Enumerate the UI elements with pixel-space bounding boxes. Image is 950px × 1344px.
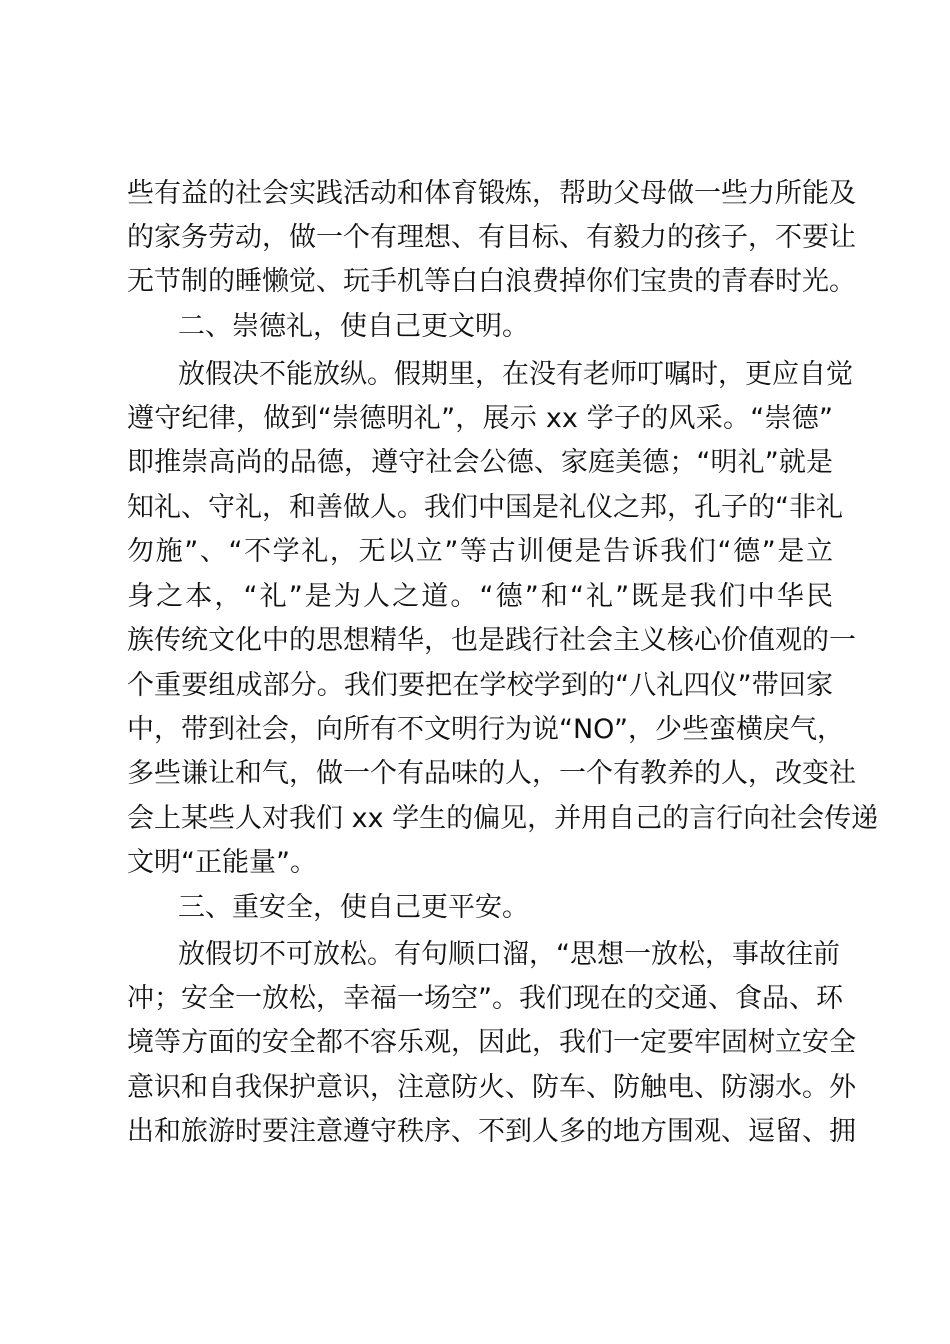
text-line: 中，带到社会，向所有不文明行为说“NO”，少些蛮横戾气， (127, 714, 844, 745)
text-line: 无节制的睡懒觉、玩手机等白白浪费掉你们宝贵的青春时光。 (127, 266, 856, 297)
text-line: 文明“正能量”。 (127, 847, 317, 878)
text-line: 境等方面的安全都不容乐观，因此，我们一定要牢固树立安全 (127, 1027, 856, 1058)
text-line: 放假决不能放纵。假期里，在没有老师叮嘱时，更应自觉 (178, 359, 853, 390)
text-line: 出和旅游时要注意遵守秩序、不到人多的地方围观、逗留、拥 (127, 1116, 856, 1147)
text-line: 多些谦让和气，做一个有品味的人，一个有教养的人，改变社 (127, 758, 856, 789)
text-line: 族传统文化中的思想精华，也是践行社会主义核心价值观的一 (127, 625, 856, 656)
section-heading: 二、崇德礼，使自己更文明。 (178, 311, 529, 342)
text-line: 即推崇高尚的品德，遵守社会公德、家庭美德；“明礼”就是 (127, 447, 833, 478)
section-heading: 三、重安全，使自己更平安。 (178, 892, 529, 923)
text-line: 会上某些人对我们 xx 学生的偏见，并用自己的言行向社会传递 (127, 803, 879, 834)
text-line: 放假切不可放松。有句顺口溜，“思想一放松，事故往前 (178, 939, 840, 970)
text-line: 意识和自我保护意识，注意防火、防车、防触电、防溺水。外 (127, 1072, 856, 1103)
text-line: 些有益的社会实践活动和体育锻炼，帮助父母做一些力所能及 (127, 178, 856, 209)
text-line: 遵守纪律，做到“崇德明礼”，展示 xx 学子的风采。“崇德” (127, 403, 833, 434)
text-line: 勿施”、“不学礼，无以立”等古训便是告诉我们“德”是立 (127, 536, 833, 567)
text-line: 冲；安全一放松，幸福一场空”。我们现在的交通、食品、环 (127, 983, 843, 1014)
text-line: 知礼、守礼，和善做人。我们中国是礼仪之邦，孔子的“非礼 (127, 492, 843, 523)
text-line: 个重要组成部分。我们要把在学校学到的“八礼四仪”带回家 (127, 670, 833, 701)
text-line: 的家务劳动，做一个有理想、有目标、有毅力的孩子，不要让 (127, 222, 856, 253)
text-line: 身之本，“礼”是为人之道。“德”和“礼”既是我们中华民 (127, 581, 833, 612)
